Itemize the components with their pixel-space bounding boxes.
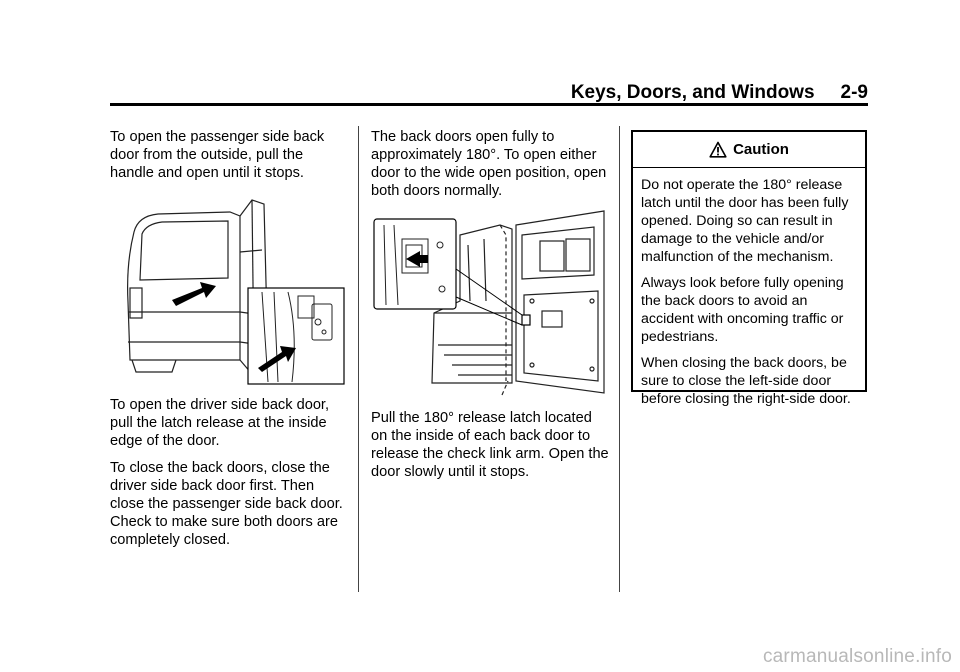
watermark: carmanualsonline.info [762,646,952,667]
paragraph: To close the back doors, close the driver side back door first. Then close the passenger side back door. Check to make sure both doors are completely closed. [110,460,343,548]
caution-body [633,168,865,408]
van-180-release-latch-illustration [372,205,608,401]
paragraph: When closing the back doors, be sure to close the left-side door before closing the right-side door. [641,355,851,407]
paragraph: To open the passenger side back door from the outside, pull the handle and open until it stops. [110,129,325,181]
column-divider [619,126,620,592]
caution-header [633,132,865,168]
column-2 [371,128,611,209]
section-title: Keys, Doors, and Windows [570,82,815,103]
column-divider [358,126,359,592]
caution-box [631,130,867,407]
paragraph: Pull the 180° release latch located on the inside of each back door to release the check link arm. Open the door slowly until it stops. [371,410,609,480]
page-number: 2-9 [840,82,868,103]
paragraph: Always look before fully opening the back doors to avoid an accident with oncoming traffic or pedestrians. [641,275,844,345]
paragraph: The back doors open fully to approximately 180°. To open either door to the wide open position, open both doors normally. [371,129,607,199]
column-1-lower [110,396,350,558]
caution-icon [709,141,727,159]
caution-title: Caution [733,141,789,158]
paragraph: To open the driver side back door, pull the latch release at the inside edge of the door. [110,397,330,449]
column-2-lower [371,409,611,490]
header-rule [110,103,868,106]
van-rear-door-handle-illustration [112,192,346,388]
column-1 [110,128,350,191]
paragraph: Do not operate the 180° release latch until the door has been fully opened. Doing so can result in damage to the vehicle and/or malfunction of the mechanism. [641,177,849,265]
page-header [110,82,868,104]
